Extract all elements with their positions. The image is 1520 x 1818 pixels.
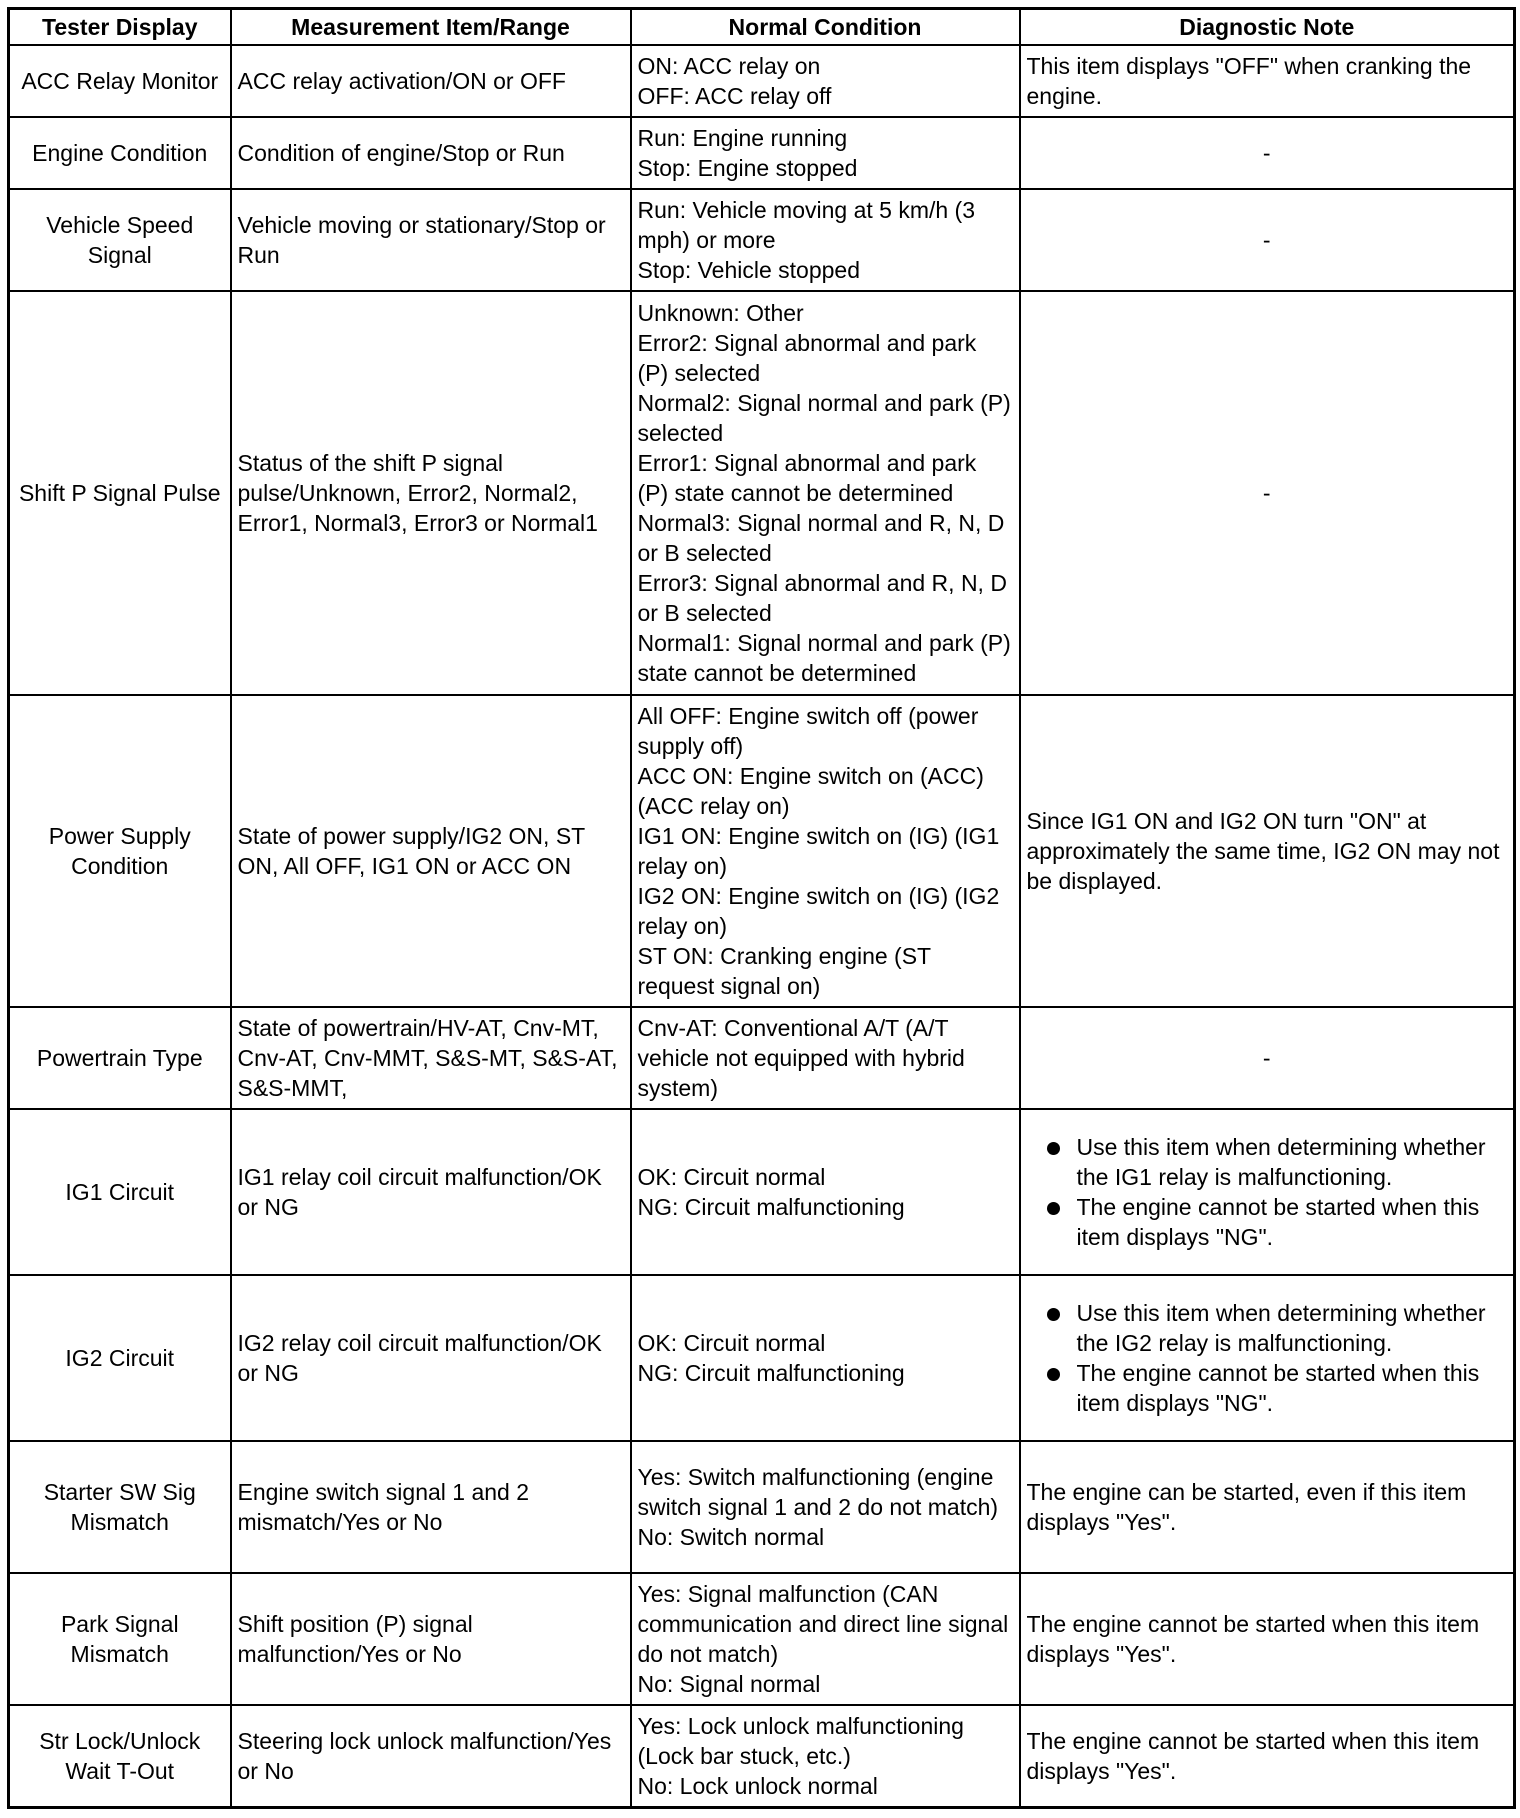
tester-display-cell: IG2 Circuit <box>9 1275 231 1441</box>
normal-condition-line: Unknown: Other <box>637 300 804 326</box>
normal-condition-line: Run: Engine running <box>637 125 848 151</box>
measurement-cell: Engine switch signal 1 and 2 mismatch/Yes or No <box>231 1441 631 1573</box>
bullet-text: Use this item when determining whether the IG2 relay is malfunctioning. <box>1076 1300 1486 1356</box>
measurement-cell: Steering lock unlock malfunction/Yes or No <box>231 1705 631 1807</box>
diagnostic-note-cell: The engine cannot be started when this item displays "Yes". <box>1020 1705 1515 1807</box>
normal-condition-cell <box>631 45 1020 117</box>
diagnostic-note-bullet <box>1027 1192 1508 1252</box>
normal-condition-line: NG: Circuit malfunctioning <box>637 1194 905 1220</box>
diagnostic-note-bullet <box>1027 1358 1508 1418</box>
measurement-cell: Shift position (P) signal malfunction/Yes or No <box>231 1573 631 1705</box>
normal-condition-cell <box>631 1109 1020 1275</box>
table-row <box>9 117 1515 189</box>
tester-display-cell: Vehicle Speed Signal <box>9 189 231 291</box>
normal-condition-line: All OFF: Engine switch off (power supply off) <box>637 703 979 759</box>
normal-condition-line: No: Switch normal <box>637 1524 825 1550</box>
table-row <box>9 45 1515 117</box>
diagnostic-note-bullet <box>1027 1298 1508 1358</box>
normal-condition-line: IG1 ON: Engine switch on (IG) (IG1 relay on) <box>637 823 1000 879</box>
diagnostic-note-list <box>1027 1132 1508 1252</box>
normal-condition-line: Cnv-AT: Conventional A/T (A/T vehicle not equipped with hybrid system) <box>637 1015 965 1101</box>
table-row <box>9 1705 1515 1807</box>
bullet-text: The engine cannot be started when this item displays "NG". <box>1076 1194 1480 1250</box>
diagnostic-note-cell: - <box>1020 1007 1515 1109</box>
normal-condition-line: Normal2: Signal normal and park (P) selected <box>637 390 1011 446</box>
normal-condition-line: ST ON: Cranking engine (ST request signal on) <box>637 943 931 999</box>
normal-condition-line: Normal3: Signal normal and R, N, D or B selected <box>637 510 1005 566</box>
bullet-icon <box>1047 1142 1060 1155</box>
normal-condition-line: OK: Circuit normal <box>637 1330 826 1356</box>
tester-display-cell: Shift P Signal Pulse <box>9 291 231 695</box>
measurement-cell: State of power supply/IG2 ON, ST ON, All OFF, IG1 ON or ACC ON <box>231 695 631 1007</box>
table-row <box>9 1275 1515 1441</box>
bullet-icon <box>1047 1202 1060 1215</box>
table-row <box>9 1007 1515 1109</box>
diagnostic-note-cell <box>1020 1275 1515 1441</box>
normal-condition-cell <box>631 1441 1020 1573</box>
diagnostic-note-cell: - <box>1020 291 1515 695</box>
normal-condition-cell <box>631 1705 1020 1807</box>
table-row <box>9 1441 1515 1573</box>
diagnostic-table <box>7 7 1516 1809</box>
normal-condition-line: Yes: Switch malfunctioning (engine switch signal 1 and 2 do not match) <box>637 1464 999 1520</box>
normal-condition-line: Stop: Engine stopped <box>637 155 858 181</box>
bullet-icon <box>1047 1308 1060 1321</box>
normal-condition-line: OK: Circuit normal <box>637 1164 826 1190</box>
measurement-cell: IG1 relay coil circuit malfunction/OK or NG <box>231 1109 631 1275</box>
measurement-cell: Status of the shift P signal pulse/Unknown, Error2, Normal2, Error1, Normal3, Error3 or Normal1 <box>231 291 631 695</box>
bullet-text: The engine cannot be started when this item displays "NG". <box>1076 1360 1480 1416</box>
normal-condition-cell <box>631 117 1020 189</box>
diagnostic-note-cell: - <box>1020 117 1515 189</box>
normal-condition-cell <box>631 189 1020 291</box>
normal-condition-cell <box>631 1275 1020 1441</box>
normal-condition-line: IG2 ON: Engine switch on (IG) (IG2 relay on) <box>637 883 1000 939</box>
tester-display-cell: Starter SW Sig Mismatch <box>9 1441 231 1573</box>
tester-display-cell: Powertrain Type <box>9 1007 231 1109</box>
normal-condition-line: Error3: Signal abnormal and R, N, D or B selected <box>637 570 1007 626</box>
normal-condition-line: NG: Circuit malfunctioning <box>637 1360 905 1386</box>
measurement-cell: Vehicle moving or stationary/Stop or Run <box>231 189 631 291</box>
normal-condition-cell <box>631 291 1020 695</box>
bullet-text: Use this item when determining whether the IG1 relay is malfunctioning. <box>1076 1134 1486 1190</box>
header-measurement-item: Measurement Item/Range <box>231 9 631 46</box>
normal-condition-cell <box>631 1573 1020 1705</box>
measurement-cell: Condition of engine/Stop or Run <box>231 117 631 189</box>
tester-display-cell: Power Supply Condition <box>9 695 231 1007</box>
normal-condition-line: No: Signal normal <box>637 1671 821 1697</box>
normal-condition-line: Run: Vehicle moving at 5 km/h (3 mph) or more <box>637 197 975 253</box>
normal-condition-cell <box>631 1007 1020 1109</box>
tester-display-cell: Str Lock/Unlock Wait T-Out <box>9 1705 231 1807</box>
normal-condition-line: OFF: ACC relay off <box>637 83 832 109</box>
header-tester-display: Tester Display <box>9 9 231 46</box>
normal-condition-cell <box>631 695 1020 1007</box>
diagnostic-note-list <box>1027 1298 1508 1418</box>
bullet-icon <box>1047 1368 1060 1381</box>
diagnostic-note-cell: The engine can be started, even if this item displays "Yes". <box>1020 1441 1515 1573</box>
normal-condition-line: ON: ACC relay on <box>637 53 821 79</box>
tester-display-cell: Engine Condition <box>9 117 231 189</box>
normal-condition-line: Error2: Signal abnormal and park (P) selected <box>637 330 977 386</box>
normal-condition-line: Stop: Vehicle stopped <box>637 257 860 283</box>
diagnostic-note-cell <box>1020 1109 1515 1275</box>
normal-condition-line: Yes: Signal malfunction (CAN communication and direct line signal do not match) <box>637 1581 1009 1667</box>
diagnostic-note-cell: This item displays "OFF" when cranking the engine. <box>1020 45 1515 117</box>
normal-condition-line: No: Lock unlock normal <box>637 1772 878 1799</box>
header-diagnostic-note: Diagnostic Note <box>1020 9 1515 46</box>
tester-display-cell: ACC Relay Monitor <box>9 45 231 117</box>
table-row <box>9 189 1515 291</box>
header-row <box>9 9 1515 46</box>
header-normal-condition: Normal Condition <box>631 9 1020 46</box>
table-row <box>9 291 1515 695</box>
measurement-cell: IG2 relay coil circuit malfunction/OK or NG <box>231 1275 631 1441</box>
table-row <box>9 1109 1515 1275</box>
table-row <box>9 1573 1515 1705</box>
normal-condition-line: ACC ON: Engine switch on (ACC) (ACC relay on) <box>637 763 984 819</box>
measurement-cell: State of powertrain/HV-AT, Cnv-MT, Cnv-AT, Cnv-MMT, S&S-MT, S&S-AT, S&S-MMT, <box>231 1007 631 1109</box>
measurement-cell: ACC relay activation/ON or OFF <box>231 45 631 117</box>
normal-condition-line: Normal1: Signal normal and park (P) state cannot be determined <box>637 630 1011 686</box>
diagnostic-note-cell: - <box>1020 189 1515 291</box>
diagnostic-note-cell: The engine cannot be started when this item displays "Yes". <box>1020 1573 1515 1705</box>
diagnostic-note-bullet <box>1027 1132 1508 1192</box>
diagnostic-note-cell: Since IG1 ON and IG2 ON turn "ON" at approximately the same time, IG2 ON may not be displayed. <box>1020 695 1515 1007</box>
normal-condition-line: Yes: Lock unlock malfunctioning (Lock bar stuck, etc.) <box>637 1712 964 1769</box>
tester-display-cell: IG1 Circuit <box>9 1109 231 1275</box>
tester-display-cell: Park Signal Mismatch <box>9 1573 231 1705</box>
table-row <box>9 695 1515 1007</box>
normal-condition-line: Error1: Signal abnormal and park (P) state cannot be determined <box>637 450 977 506</box>
